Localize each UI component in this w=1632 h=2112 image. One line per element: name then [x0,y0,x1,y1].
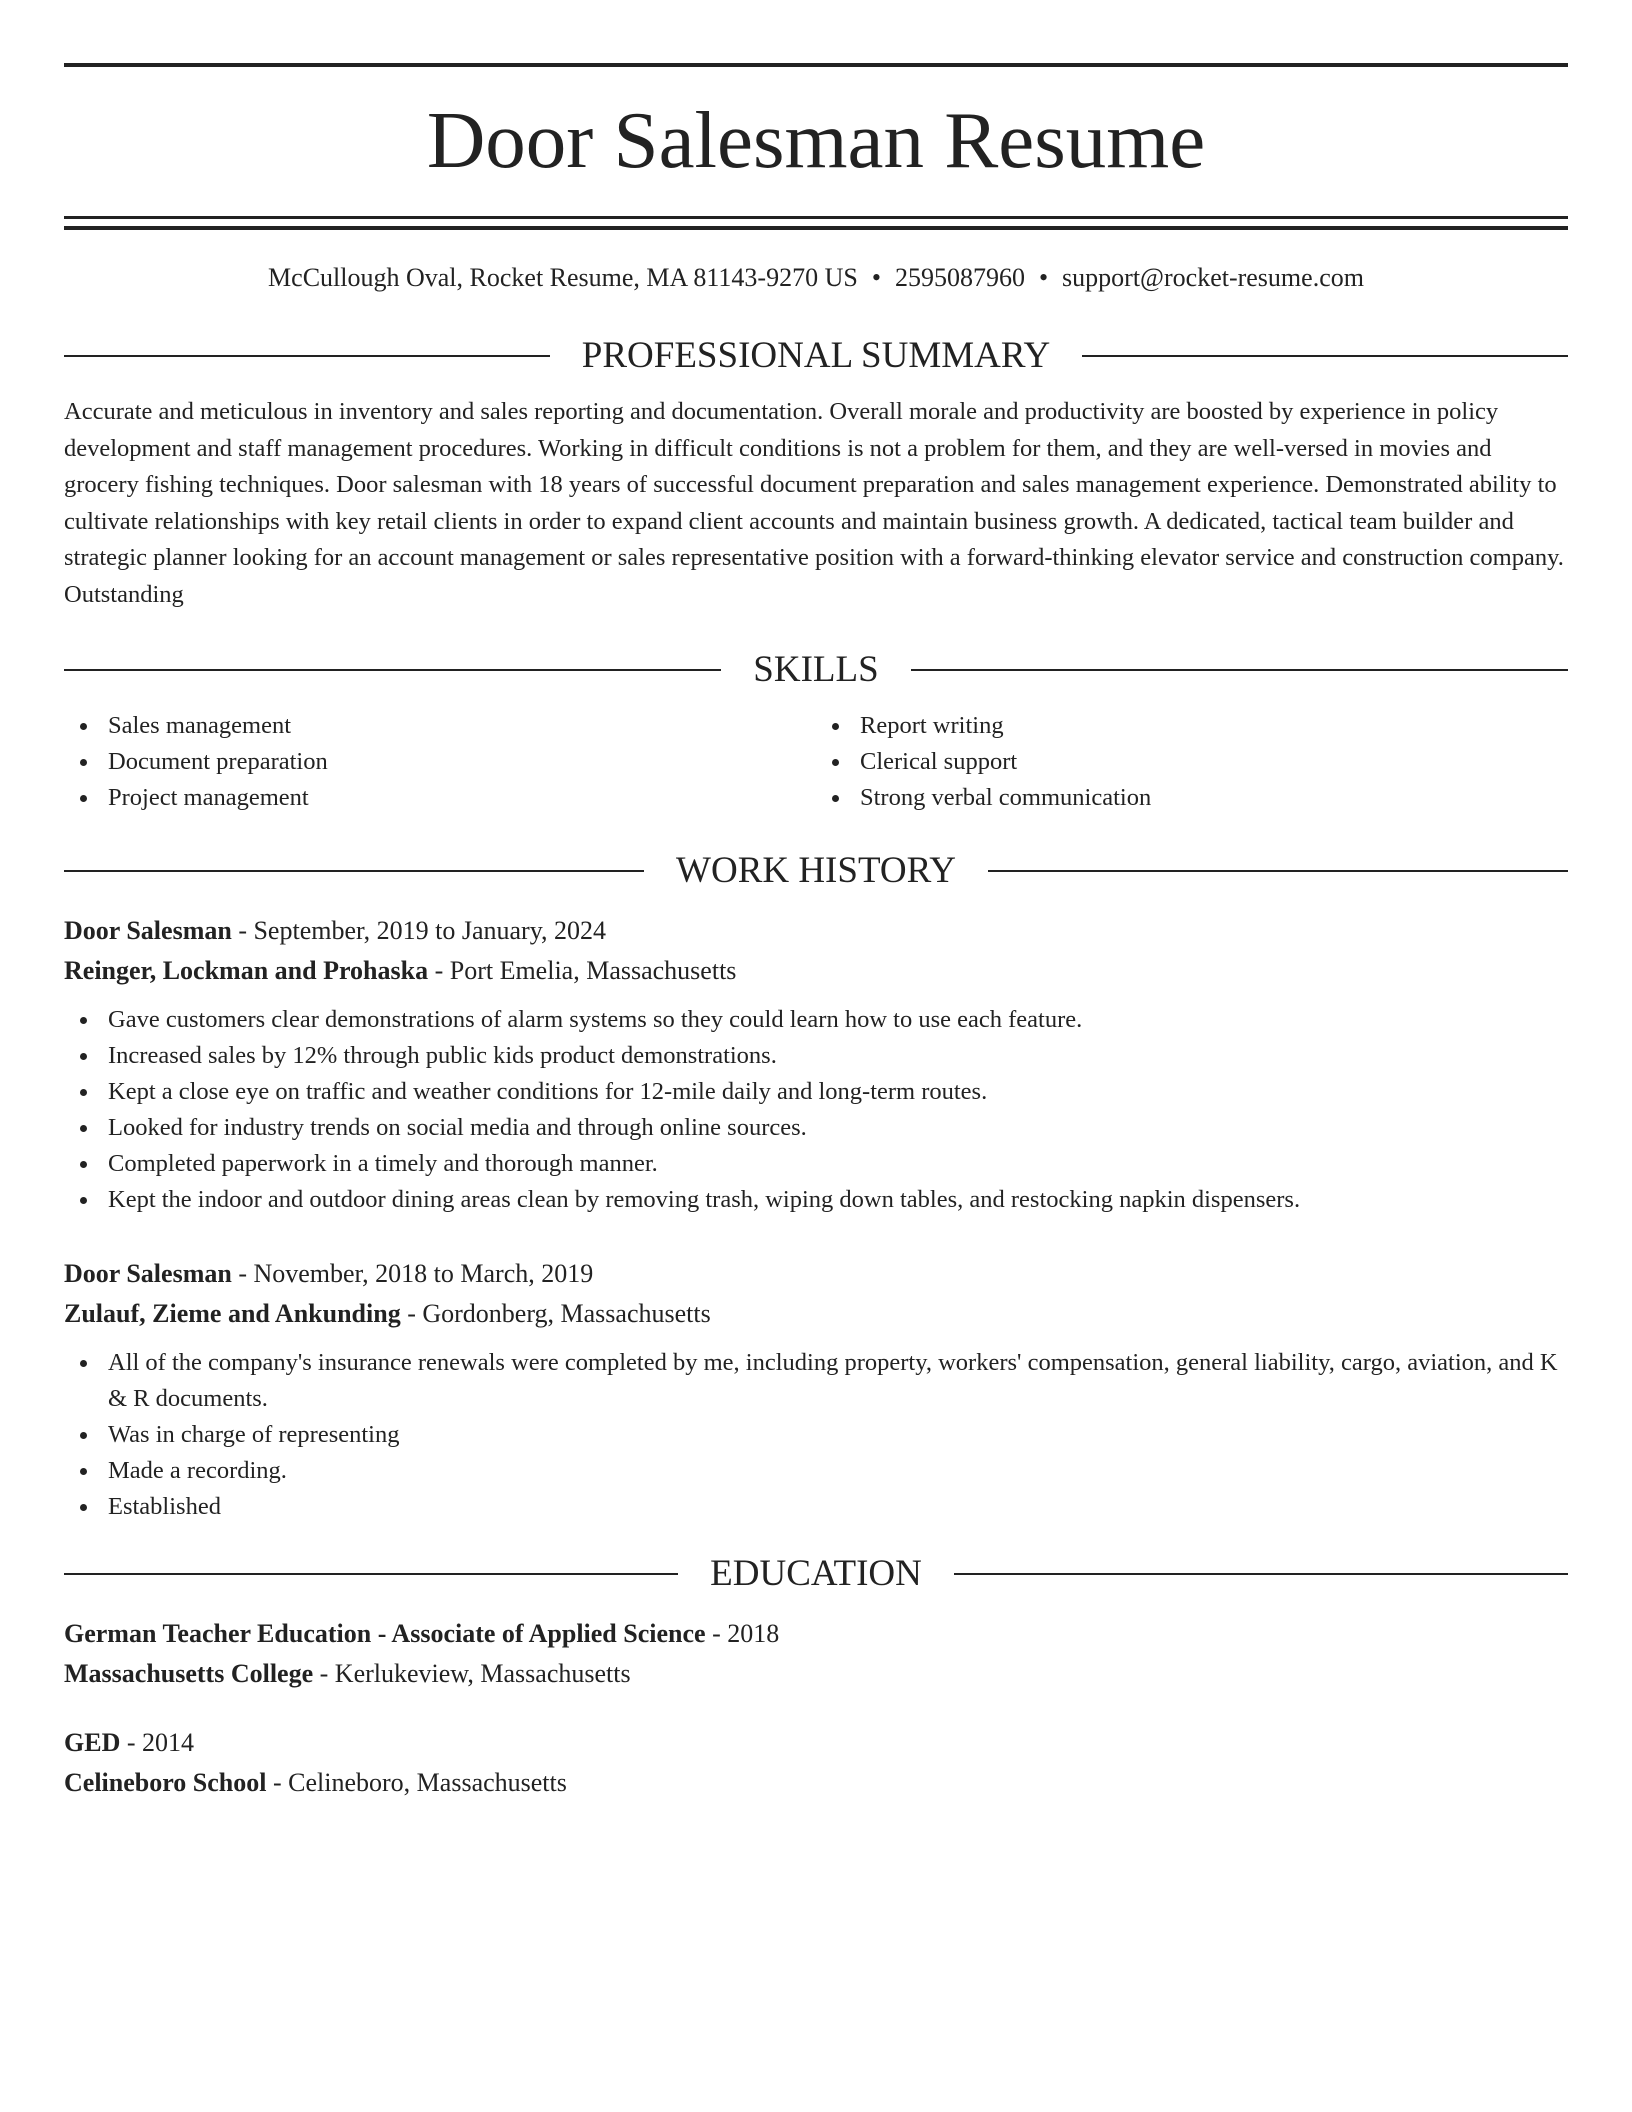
skills-list [64,708,1568,816]
skills-column-right [816,708,1568,816]
education-location: - Celineboro, Massachusetts [266,1768,567,1797]
education-school-line [64,1654,1568,1694]
section-rule-left [64,870,644,872]
section-heading-work [64,852,1568,889]
section-heading-summary [64,337,1568,374]
education-year: - 2014 [120,1728,195,1757]
section-rule-right [1082,355,1568,357]
job-company: Reinger, Lockman and Prohaska [64,956,429,985]
skill-item: Project management [64,780,816,816]
job-entry [64,1254,1568,1525]
header-rule-thin [64,216,1568,219]
section-rule-right [954,1573,1568,1575]
job-company-line [64,1294,1568,1334]
job-entry [64,911,1568,1218]
section-rule-left [64,669,721,671]
job-bullet: Completed paperwork in a timely and thorough manner. [64,1146,1568,1182]
section-title: WORK HISTORY [676,850,956,891]
contact-address: McCullough Oval, Rocket Resume, MA 81143-9270 US [268,263,858,292]
contact-separator: • [1038,263,1049,292]
job-bullet: Gave customers clear demonstrations of alarm systems so they could learn how to use each feature. [64,1002,1568,1038]
skills-column-left [64,708,816,816]
section-title: PROFESSIONAL SUMMARY [581,335,1051,376]
job-dates: - September, 2019 to January, 2024 [231,916,607,945]
skill-item: Sales management [64,708,816,744]
skill-item: Report writing [816,708,1568,744]
job-company-line [64,951,1568,991]
job-role: Door Salesman [64,916,232,945]
job-company: Zulauf, Zieme and Ankunding [64,1299,401,1328]
education-entry [64,1723,1568,1803]
education-entry [64,1614,1568,1694]
skill-item: Document preparation [64,744,816,780]
job-bullet: Was in charge of representing [64,1417,1568,1453]
section-rule-left [64,1573,678,1575]
resume-title: Door Salesman Resume [426,95,1206,185]
skill-item: Strong verbal communication [816,780,1568,816]
job-dates: - November, 2018 to March, 2019 [231,1259,594,1288]
job-bullet: Kept the indoor and outdoor dining areas clean by removing trash, wiping down tables, and restocking napkin dispensers. [64,1182,1568,1218]
contact-line [64,265,1568,291]
job-bullets [64,1002,1568,1218]
job-location: - Gordonberg, Massachusetts [400,1299,711,1328]
section-rule-right [988,870,1568,872]
summary-text: Accurate and meticulous in inventory and sales reporting and documentation. Overall morale and productivity are boosted by experience in policy development and staff management procedures. Working in difficult conditions is not a problem for them, and they are well-versed in movies and grocery fishing techniques. Door salesman with 18 years of successful document preparation and sales management experience. Demonstrated ability to cultivate relationships with key retail clients in order to expand client accounts and maintain business growth. A dedicated, tactical team builder and strategic planner looking for an account management or sales representative position with a forward-thinking elevator service and construction company. Outstanding [64,398,1564,608]
section-title: EDUCATION [710,1553,922,1594]
education-degree: German Teacher Education - Associate of Applied Science [64,1619,706,1648]
job-bullet: Kept a close eye on traffic and weather conditions for 12-mile daily and long-term routes. [64,1074,1568,1110]
education-school: Celineboro School [64,1768,267,1797]
section-heading-education [64,1555,1568,1592]
education-location: - Kerlukeview, Massachusetts [313,1659,631,1688]
job-role: Door Salesman [64,1259,232,1288]
education-school: Massachusetts College [64,1659,314,1688]
job-title-line [64,911,1568,951]
education-degree-line [64,1723,1568,1763]
section-heading-skills [64,651,1568,688]
section-title: SKILLS [753,649,879,690]
skill-item: Clerical support [816,744,1568,780]
education-school-line [64,1763,1568,1803]
section-rule-left [64,355,550,357]
education-degree-line [64,1614,1568,1654]
education-degree: GED [64,1728,121,1757]
section-rule-right [911,669,1568,671]
contact-email: support@rocket-resume.com [1062,263,1364,292]
job-bullet: Established [64,1489,1568,1525]
contact-separator: • [871,263,881,292]
job-bullet: Made a recording. [64,1453,1568,1489]
header-rule-thick [64,226,1568,230]
job-title-line [64,1254,1568,1294]
education-year: - 2018 [705,1619,780,1648]
job-bullet: Looked for industry trends on social media and through online sources. [64,1110,1568,1146]
contact-phone: 2595087960 [894,263,1025,292]
job-location: - Port Emelia, Massachusetts [428,956,737,985]
job-bullet: All of the company's insurance renewals were completed by me, including property, workers' compensation, general liability, cargo, aviation, and K & R documents. [64,1345,1568,1417]
job-bullets [64,1345,1568,1525]
job-bullet: Increased sales by 12% through public kids product demonstrations. [64,1038,1568,1074]
